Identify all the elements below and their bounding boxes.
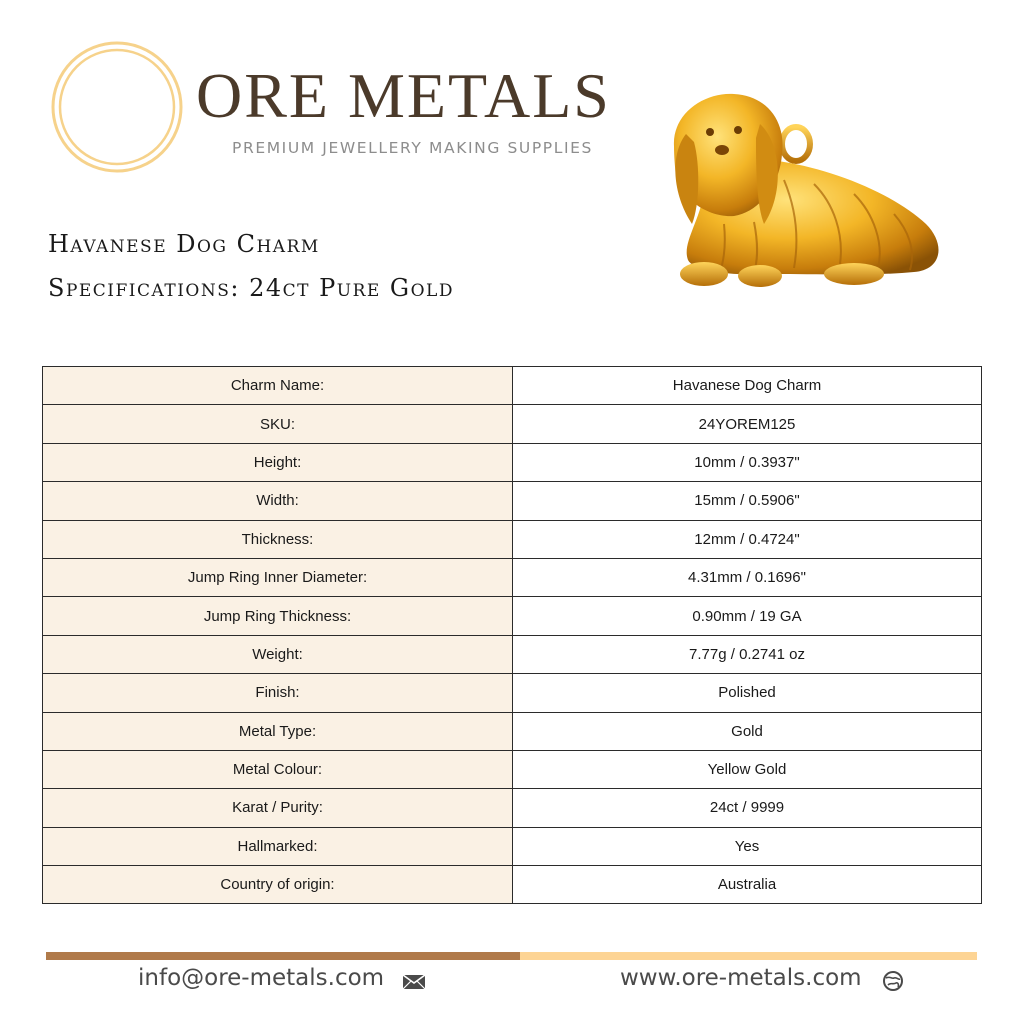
spec-value: Australia xyxy=(513,866,982,904)
spec-label: Metal Colour: xyxy=(43,750,513,788)
brand-tagline: PREMIUM JEWELLERY MAKING SUPPLIES xyxy=(232,139,593,157)
product-specifications: Specifications: 24ct Pure Gold xyxy=(48,274,454,302)
spec-value: 4.31mm / 0.1696" xyxy=(513,558,982,596)
table-row xyxy=(43,789,982,827)
spec-value: 12mm / 0.4724" xyxy=(513,520,982,558)
logo-rings xyxy=(50,40,184,174)
spec-label: Hallmarked: xyxy=(43,827,513,865)
spec-label: Jump Ring Inner Diameter: xyxy=(43,558,513,596)
table-row xyxy=(43,866,982,904)
spec-value: 24ct / 9999 xyxy=(513,789,982,827)
envelope-icon xyxy=(402,974,426,990)
spec-label: Thickness: xyxy=(43,520,513,558)
spec-value: Polished xyxy=(513,674,982,712)
table-row xyxy=(43,558,982,596)
spec-value: 24YOREM125 xyxy=(513,405,982,443)
table-row xyxy=(43,712,982,750)
spec-value: Havanese Dog Charm xyxy=(513,367,982,405)
spec-table xyxy=(42,366,982,904)
spec-label: Height: xyxy=(43,443,513,481)
table-row xyxy=(43,827,982,865)
spec-label: Karat / Purity: xyxy=(43,789,513,827)
table-row xyxy=(43,674,982,712)
spec-label: Charm Name: xyxy=(43,367,513,405)
spec-label: Country of origin: xyxy=(43,866,513,904)
table-row xyxy=(43,405,982,443)
product-title: Havanese Dog Charm xyxy=(48,230,320,258)
spec-value: Yes xyxy=(513,827,982,865)
footer-website[interactable]: www.ore-metals.com xyxy=(620,965,862,991)
table-row xyxy=(43,443,982,481)
table-row xyxy=(43,482,982,520)
brand-name: ORE METALS xyxy=(196,60,611,131)
table-row xyxy=(43,597,982,635)
spec-label: Width: xyxy=(43,482,513,520)
spec-label: Weight: xyxy=(43,635,513,673)
spec-label: Metal Type: xyxy=(43,712,513,750)
table-row xyxy=(43,520,982,558)
spec-value: 0.90mm / 19 GA xyxy=(513,597,982,635)
spec-label: Finish: xyxy=(43,674,513,712)
spec-value: 10mm / 0.3937" xyxy=(513,443,982,481)
footer-bar-left xyxy=(46,952,520,960)
table-row xyxy=(43,635,982,673)
spec-value: 15mm / 0.5906" xyxy=(513,482,982,520)
footer-bar-right xyxy=(520,952,977,960)
table-row xyxy=(43,750,982,788)
globe-icon xyxy=(882,970,904,992)
spec-value: Yellow Gold xyxy=(513,750,982,788)
spec-label: SKU: xyxy=(43,405,513,443)
footer-email[interactable]: info@ore-metals.com xyxy=(138,965,385,991)
gold-dog-charm-icon xyxy=(664,84,952,296)
table-row xyxy=(43,367,982,405)
spec-label: Jump Ring Thickness: xyxy=(43,597,513,635)
spec-value: Gold xyxy=(513,712,982,750)
spec-value: 7.77g / 0.2741 oz xyxy=(513,635,982,673)
